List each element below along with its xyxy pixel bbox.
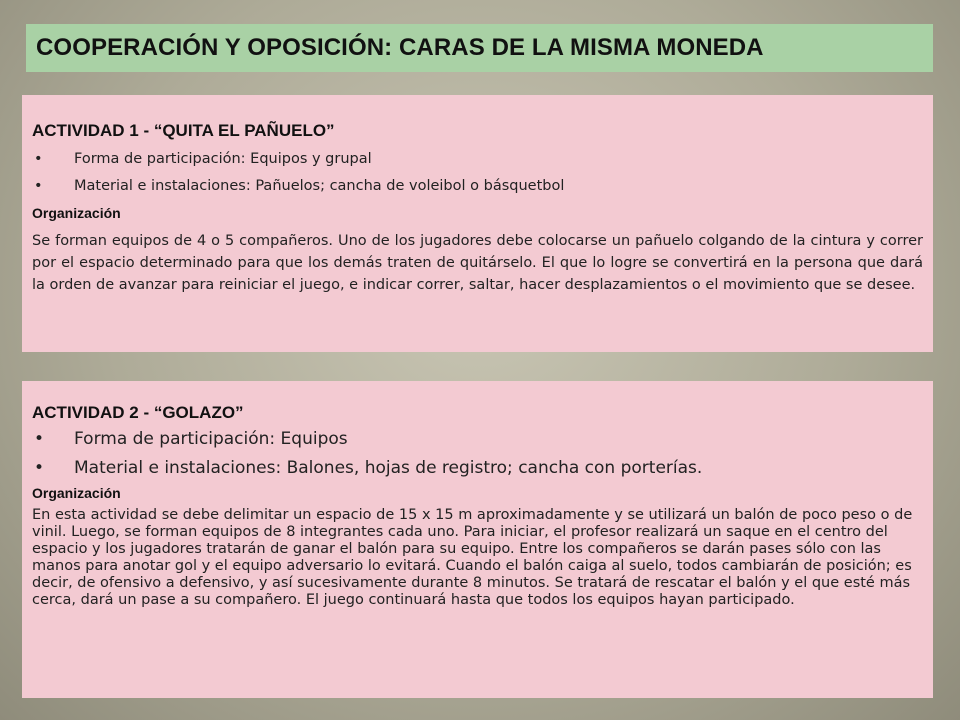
activity-1-bullet-material [32,178,923,194]
activity-1-organization-text: Se forman equipos de 4 o 5 compañeros. Uno de los jugadores debe colocarse un pañuelo colgando de la cintura y correr por el espacio determinado para que los demás traten de quitárselo. El que lo logre se convertirá en la persona que dará la orden de avanzar para reiniciar el juego, e indicar correr, saltar, hacer desplazamientos o el movimiento que se desee. [32,233,923,293]
activity-2-material-text: Material e instalaciones: Balones, hojas de registro; cancha con porterías. [74,458,703,478]
activity-2-participation-text: Forma de participación: Equipos [74,429,348,449]
bullet-icon: • [34,429,45,449]
activity-2-bullet-material [32,458,923,478]
bullet-icon: • [34,178,43,194]
title-bar [26,24,933,72]
bullet-icon: • [34,151,43,167]
activity-1-material-text: Material e instalaciones: Pañuelos; cancha de voleibol o básquetbol [74,178,565,194]
bullet-icon: • [34,458,45,478]
activity-1-participation-text: Forma de participación: Equipos y grupal [74,151,372,167]
page-title: COOPERACIÓN Y OPOSICIÓN: CARAS DE LA MISMA MONEDA [36,34,764,61]
activity-2-organization-text: En esta actividad se debe delimitar un espacio de 15 x 15 m aproximadamente y se utilizará un balón de poco peso o de vinil. Luego, se forman equipos de 8 integrantes cada uno. Para iniciar, el profesor realizará un saque en el centro del espacio y los jugadores tratarán de ganar el balón para su equipo. Entre los compañeros se darán pases sólo con las manos para anotar gol y el equipo adversario lo evitará. Cuando el balón caiga al suelo, todos cambiarán de posición; es decir, de ofensivo a defensivo, y así sucesivamente durante 8 minutos. Se tratará de rescatar el balón y el que esté más cerca, dará un pase a su compañero. El juego continuará hasta que todos los equipos hayan participado. [32,507,913,608]
activity-2-bullet-participation [32,429,923,449]
activity-1-title: ACTIVIDAD 1 - “QUITA EL PAÑUELO” [32,121,335,140]
activity-2-organization-label: Organización [32,485,121,501]
activity-2-title: ACTIVIDAD 2 - “GOLAZO” [32,403,244,422]
activity-1-bullet-participation [32,151,923,167]
activity-1-box [22,95,933,352]
activity-2-box [22,381,933,698]
activity-1-organization-label: Organización [32,205,121,221]
